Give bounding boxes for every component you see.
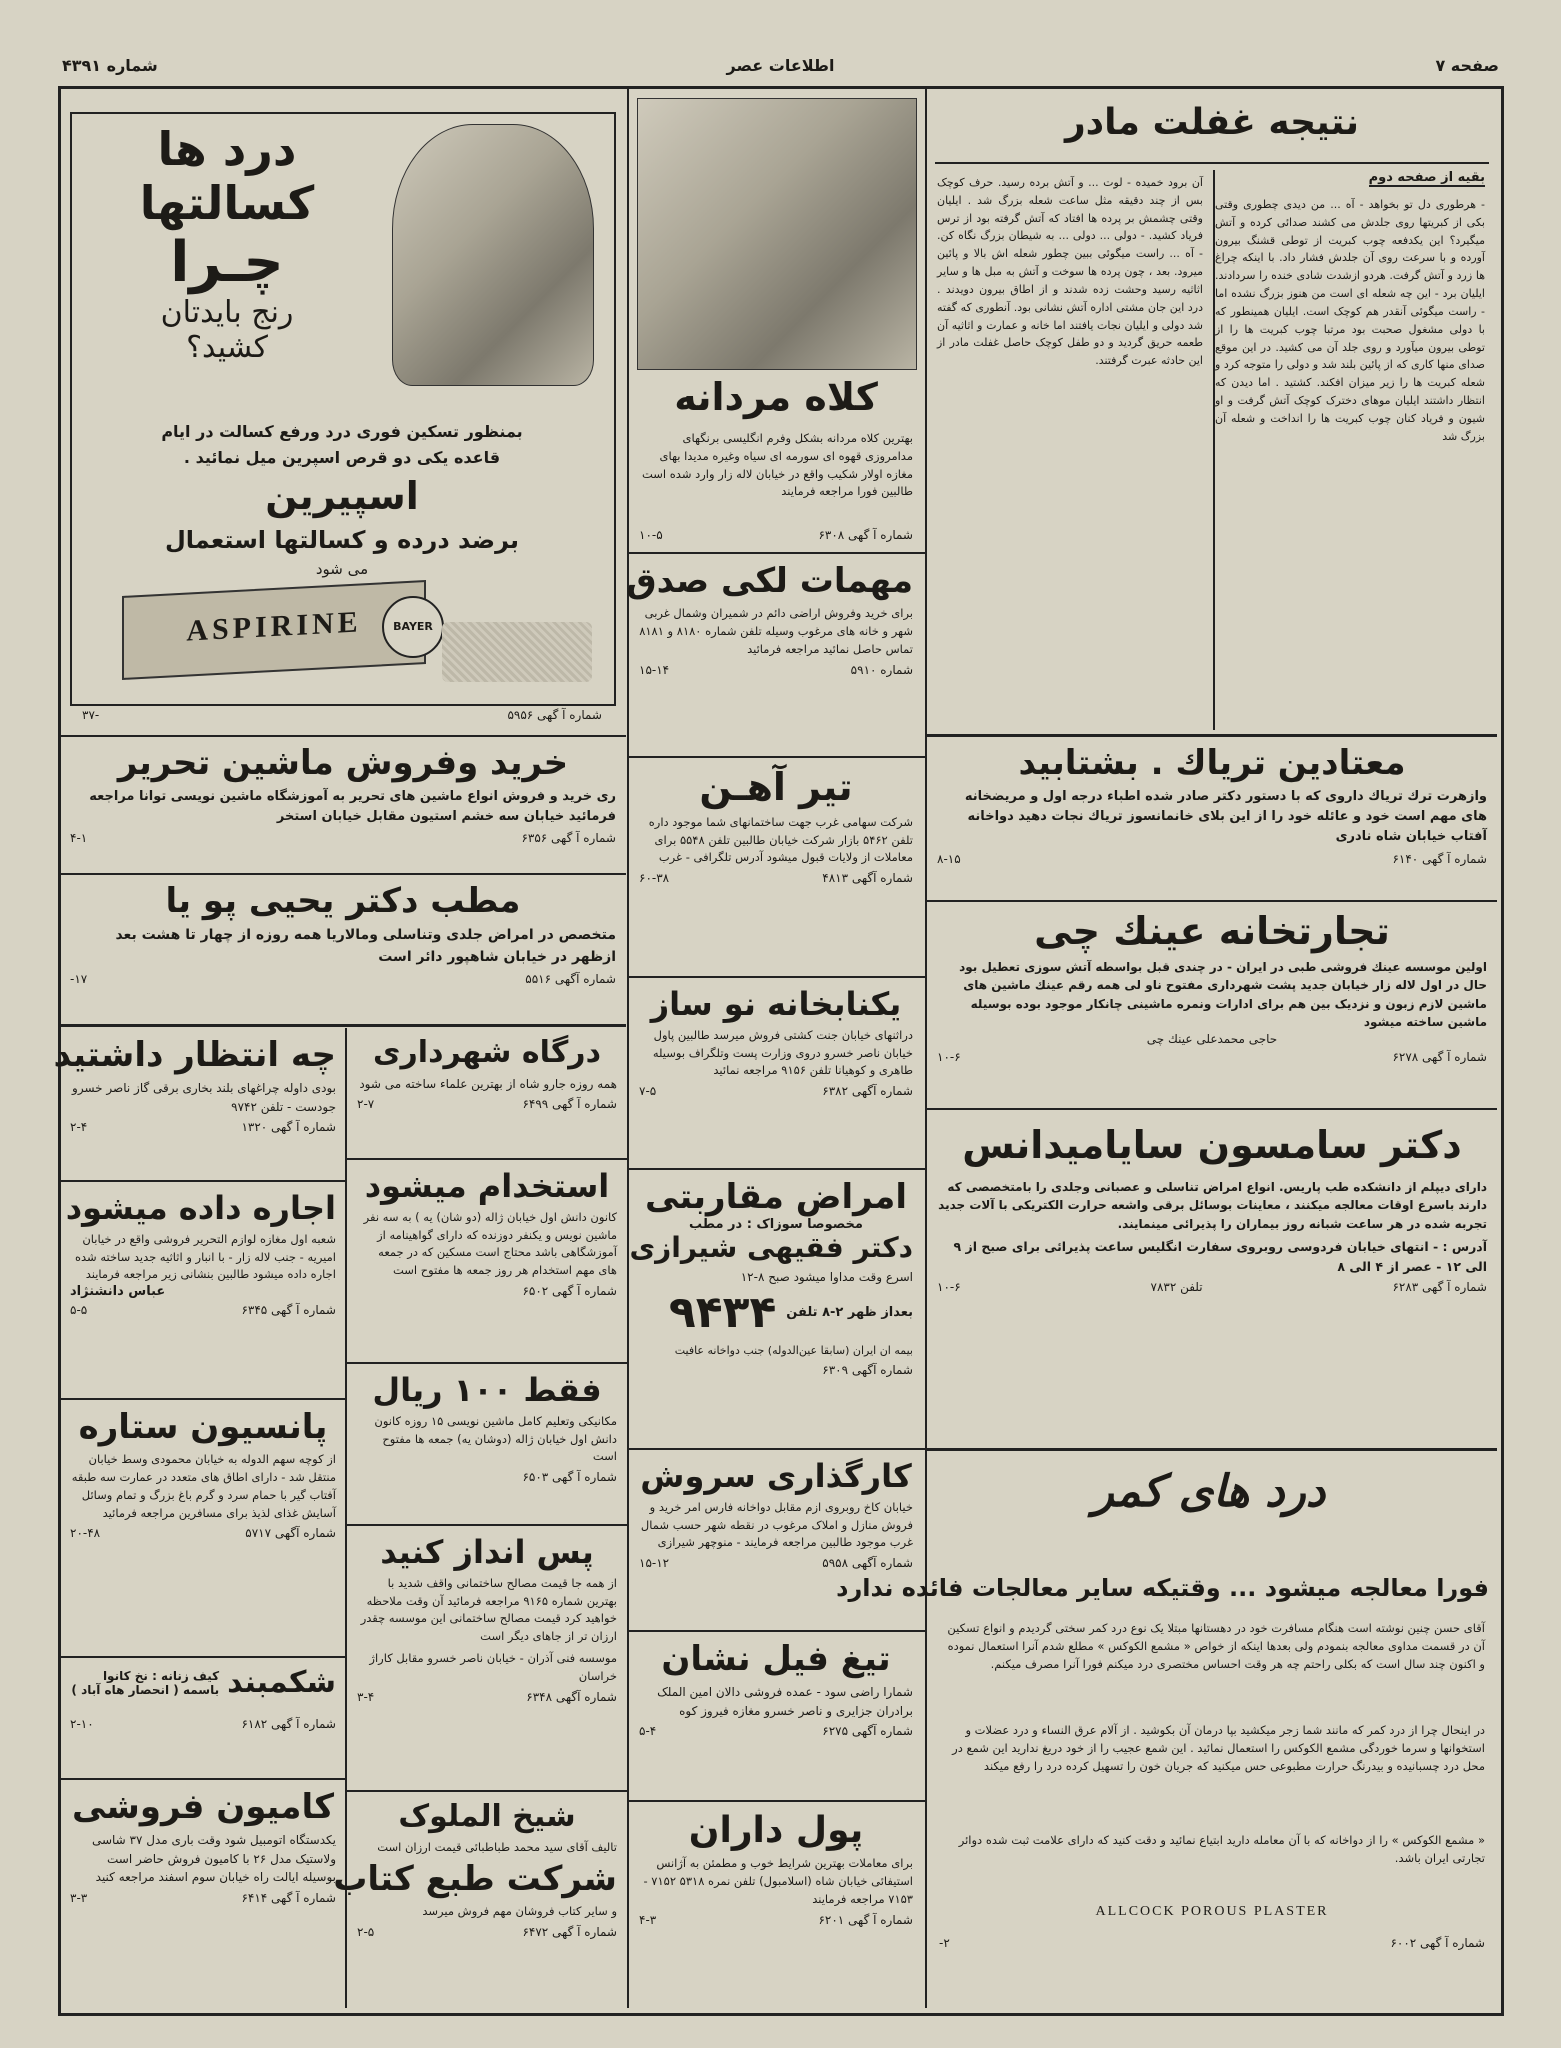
- ad-code: ۱۵-۱۲: [639, 1556, 670, 1571]
- story-article: [929, 92, 1495, 742]
- article-title: نتیجه غفلت مادر: [1064, 102, 1360, 143]
- ad-number-row: [357, 1690, 617, 1704]
- ad-doctor: دکتر فقیهی شیرازی: [629, 1231, 913, 1265]
- ad-title: تجارتخانه عینك چی: [1034, 909, 1390, 953]
- ad-company: شرکت طبع کتاب: [333, 1859, 617, 1900]
- aspirin-line: چـرا: [170, 230, 284, 295]
- dargah-ad: [349, 1032, 625, 1152]
- section-rule: [629, 1168, 925, 1170]
- ad-number-row: [70, 1891, 336, 1905]
- ad-body: متخصص در امراض جلدی وتناسلی ومالاریا همه روزه از چهار تا هشت بعد ازظهر در خیابان شاهپور دائر است: [115, 927, 616, 965]
- ad-number: شماره آ گهی ۶۲۸۳: [1392, 1280, 1487, 1295]
- ad-title: کلاه مردانه: [674, 375, 878, 419]
- section-rule: [927, 1108, 1497, 1110]
- ad-body: آقای حسن چنین نوشته است هنگام مسافرت خود در دهستانها مبتلا یک نوع درد کمر سختی گردیدم و انواع تسکین آن در قسمت مداوی معالجه بنمودم ولی بعدها اینکه از خواص « مشمع الکوکس » مطلع شدم آنرا استعمال نموده و اکنون چند سال است که بکلی راحتم چه هر وقت احساس مختصری درد میکنم فورا آنرا مصرف میکنم.: [947, 1621, 1485, 1671]
- ad-title: کامیون فروشی: [71, 1787, 335, 1827]
- section-rule: [927, 900, 1497, 902]
- ad-title: کارگذاری سروش: [640, 1457, 912, 1495]
- ad-code: ۴-۳: [639, 1912, 657, 1927]
- ad-body: همه روزه جارو شاه از بهترین علماء ساخته می شود: [359, 1076, 617, 1091]
- ad-code: ۲-۴: [70, 1120, 88, 1135]
- ad-number-row: [939, 1936, 1485, 1950]
- ad-address: آدرس : - انتهای خیابان فردوسی روبروی سفارت انگلیس ساعت پذیرائی برای صبح از ۹ الی ۱۲ - عصر از ۴ الی ۸: [953, 1239, 1487, 1274]
- ad-title: چه انتظار داشتید: [53, 1035, 336, 1075]
- ad-title: شکمبند: [227, 1665, 336, 1700]
- bayer-cross-icon: BAYER: [382, 596, 444, 658]
- ad-phone-big: ۹۴۳۴: [668, 1286, 777, 1338]
- ad-number: شماره آگهی ۶۳۴۸: [526, 1689, 617, 1704]
- shekamband-ad: [62, 1662, 344, 1776]
- ad-number-row: [639, 1084, 913, 1098]
- section-rule: [347, 1158, 627, 1160]
- ad-number-row: [639, 1913, 913, 1927]
- ad-number-row: [639, 1363, 913, 1377]
- eynakchi-ad: [929, 906, 1495, 1106]
- ad-number: شماره آ گهی ۶۳۰۸: [818, 528, 913, 542]
- ad-number-row: [70, 972, 616, 986]
- entezar-ad: [53, 1032, 344, 1180]
- ad-title: خرید وفروش ماشین تحریر: [117, 743, 569, 783]
- ad-body-address: موسسه فنی آذران - خیابان ناصر خسرو مقابل کاراژ خراسان: [369, 1651, 617, 1683]
- ad-code: ۱۰-۵: [639, 528, 663, 542]
- ad-number: شماره آگهی ۵۷۱۷: [245, 1526, 336, 1541]
- hat-ad: [631, 92, 921, 552]
- section-rule: [60, 1778, 346, 1780]
- amraz-ad: [631, 1174, 921, 1444]
- ad-title: تیغ فیل نشان: [661, 1639, 891, 1679]
- ad-code: ۳-۳: [70, 1890, 88, 1905]
- ad-code: ۷-۵: [639, 1084, 657, 1099]
- section-rule: [629, 1630, 925, 1632]
- samson-ad: [929, 1114, 1495, 1444]
- ad-body-note: و سایر کتاب فروشان مهم فروش میرسد: [422, 1904, 617, 1919]
- section-rule: [927, 734, 1497, 737]
- ad-body: از کوچه سهم الدوله به خیابان محمودی وسط خیابان منتقل شد - دارای اطاق های متعدد در عمارت سه طبقه آفتاب گیر با حمام سرد و گرم باغ بزرگ و تمام وسائل آسایش غذای لذیذ برای مسافرین مراجعه فرمائید: [71, 1452, 336, 1520]
- ad-number: شماره آ گهی ۶۵۰۲: [522, 1284, 617, 1299]
- ad-number: شماره آ گهی ۶۴۹۹: [522, 1097, 617, 1112]
- ad-title: استخدام میشود: [364, 1167, 610, 1205]
- ad-number-row: [357, 1925, 617, 1939]
- ad-title: شیخ الملوک: [398, 1799, 576, 1834]
- ad-title: اجاره داده میشود: [65, 1189, 336, 1227]
- ad-subtitle: مخصوصا سوزاک : در مطب: [689, 1217, 863, 1233]
- section-rule: [629, 1800, 925, 1802]
- hat-man-photo: [637, 98, 917, 370]
- ad-number: شماره آگهی ۶۳۸۲: [822, 1084, 913, 1099]
- aspirin-line: درد ها: [157, 122, 297, 176]
- aspirin-line: رنج بایدتان: [160, 295, 294, 330]
- ad-code: ۴-۱: [70, 831, 88, 846]
- aspirin-text4: می شود: [315, 560, 369, 578]
- woman-illustration: [392, 124, 594, 386]
- ejare-ad: [62, 1186, 344, 1392]
- ad-body: « مشمع الکوکس » را از دواخانه که با آن معامله دارید ابتیاع نمائید و دقت کنید که دارای علامت ثبت شده دوائر تجارتی ایران باشد.: [958, 1833, 1485, 1865]
- sedgh-ad: [626, 558, 921, 754]
- ad-title: مطب دکتر یحیی پو یا: [165, 881, 521, 921]
- section-rule: [629, 976, 925, 978]
- ad-body: شرکت سهامی غرب جهت ساختمانهای شما موجود داره تلفن ۵۴۶۲ بازار شرکت خیابان طالبین تلفن ۵۵۴۸ برای معاملات از ولایات قبول میشود آدرس تلگرافی - غرب: [648, 814, 913, 865]
- ad-body: شعبه اول مغازه لوازم التحریر فروشی واقع در خیابان امیریه - جنب لاله زار - با انبار و اثاثیه جدید ساخته شده اجاره داده میشود طالبین بنشانی زیر مراجعه فرمایند: [75, 1231, 336, 1282]
- ad-code: -۲: [939, 1936, 950, 1950]
- estekhdam-ad: [349, 1164, 625, 1358]
- column-rule: [925, 88, 927, 2008]
- ad-number: شماره آ گهی ۶۰۰۲: [1390, 1936, 1485, 1950]
- ad-number-row: [70, 1526, 336, 1540]
- ad-number-row: [357, 1284, 617, 1298]
- ad-title: پانسیون ستاره: [78, 1407, 328, 1447]
- teryak-ad: [929, 740, 1495, 890]
- rial-ad: [349, 1368, 625, 1518]
- ad-title: پول داران: [688, 1810, 864, 1851]
- ad-body: یکدستگاه اتومبیل شود وقت باری مدل ۳۷ شاسی ولاستیک مدل ۲۶ با کامیون فروش حاضر است بوسیله ایالت راه خیابان سوم اسفند مراجعه کنید: [91, 1833, 336, 1885]
- aspirin-text2: قاعده یکی دو قرص اسپرین میل نمائید .: [183, 448, 501, 467]
- page-number: صفحه ۷: [1435, 56, 1499, 75]
- typewriter-ad: [62, 740, 624, 870]
- ad-number-row: [357, 1470, 617, 1484]
- ad-title: فقط ۱۰۰ ریال: [372, 1371, 602, 1409]
- ad-number-row: [937, 1050, 1487, 1064]
- aspirin-ad: [62, 92, 622, 732]
- ad-number: شماره آ گهی ۶۵۰۳: [522, 1470, 617, 1485]
- aspirin-headline: [82, 122, 372, 365]
- ad-body: بهترین کلاه مردانه بشکل وفرم انگلیسی برنگهای مدامروزی قهوه ای سورمه ای سیاه وغیره مدیدا بهای مغازه اولار شکیب واقع در خیابان لاله زار وارد شده است طالبین فورا مراجعه فرمایند: [641, 431, 913, 499]
- ad-title: دکتر سامسون سایامیدانس: [962, 1123, 1462, 1167]
- ad-number: شماره آ گهی ۱۳۲۰: [241, 1120, 336, 1135]
- ad-title: امراض مقاربتی: [645, 1177, 907, 1217]
- section-rule: [935, 162, 1489, 164]
- ad-brand-footer: ALLCOCK POROUS PLASTER: [1095, 1904, 1329, 1919]
- aspirin-text3: برضد درده و کسالتها استعمال: [164, 526, 520, 554]
- article-column: آن برود خمیده - لوت ... و آتش برده رسید. حرف کوچک بس از چند دقیقه مثل ساعت شعله بزرگ شد . ایلیان وقتی چشمش بر پرده ها افتاد که آتش گرفته بود از ترس فریاد کشید. - دولی ... دولی ... به شیطان بزرگ نگاه کن. - آه ... راست میگوئی ببین چطور شعله اش بالا و پائین میرود. بعد ، چون پرده ها سوخت و آتش به مبل ها و سایر اثاثیه رسید وحشت زده شدند و از اطاق بیرون دویدند . درد این جان مشتی اداره آتش نشانی بود. آنطوری که گفته شد دولی و ایلیان نجات یافتند اما خانه و عمارت و اثاثیه آن طعمه حریق گردید و دو طفل کوچک حاصل غفلت مادر از این حادثه عبرت گرفتند.: [937, 176, 1203, 368]
- ad-body: تالیف آقای سید محمد طباطبائی قیمت ارزان است: [377, 1839, 617, 1854]
- ad-title: معتادین تریاك . بشتابید: [1018, 743, 1406, 783]
- ad-number-row: [357, 1097, 617, 1111]
- ad-number-row: [639, 1724, 913, 1738]
- ad-body: اسرع وقت مداوا میشود صبح ۸-۱۲: [740, 1270, 913, 1285]
- ad-number: شماره آ گهی ۶۱۴۰: [1392, 851, 1487, 866]
- ad-code: ۲-۵: [357, 1925, 375, 1940]
- ad-number: شماره آ گهی ۶۲۰۱: [818, 1912, 913, 1927]
- ad-phone: تلفن ۷۸۳۲: [1150, 1280, 1203, 1295]
- shekamband-head: [70, 1666, 336, 1701]
- yakna-ad: [631, 982, 921, 1162]
- aspirin-box: [122, 580, 426, 680]
- ad-title: تیر آهـن: [699, 765, 853, 809]
- section-rule: [60, 1180, 346, 1182]
- aspirin-line: کشید؟: [186, 330, 268, 365]
- aspirin-box-label: ASPIRINE: [186, 605, 362, 648]
- ad-number: شماره آ گهی ۶۱۸۲: [241, 1716, 336, 1731]
- pouya-ad: [62, 878, 624, 1008]
- ad-code: ۸-۱۵: [937, 851, 961, 866]
- ad-number-row: [937, 1280, 1487, 1294]
- ad-number: شماره آ گهی ۶۳۴۵: [241, 1303, 336, 1318]
- ad-signature: عباس دانشنژاد: [70, 1284, 166, 1300]
- pouldaran-ad: [631, 1806, 921, 2006]
- ad-number: شماره آگهی ۵۹۵۸: [822, 1556, 913, 1571]
- ad-signature: حاجی محمدعلی عینك چی: [1146, 1032, 1278, 1047]
- ad-subtitle: فورا معالجه میشود ... وقتیکه سایر معالجات فائده ندارد: [836, 1574, 1489, 1602]
- aspirin-number-row: [82, 708, 602, 722]
- ad-code: ۱۵-۱۴: [639, 662, 670, 677]
- pansion-ad: [62, 1404, 344, 1654]
- ad-code: ۲۰-۴۸: [70, 1526, 101, 1541]
- ad-code: ۵-۵: [70, 1303, 88, 1318]
- ad-code: ۱۰-۶: [937, 1280, 961, 1295]
- ad-code: -۱۷: [70, 972, 88, 987]
- ad-body: دارای دیپلم از دانشکده طب پاریس. انواع امراض تناسلی و عصبانی وجلدی را بامتخصصی که دارند باسرع اوقات معالجه میکنند ، معاینات بوسائل برقی واشعه حرارت الکتریکی با آلات جدید تجربه شده در هر ساعت شبانه روز بیماران را پذیرائی مینمایند.: [938, 1179, 1487, 1231]
- tigh-ad: [631, 1636, 921, 1796]
- ad-number-row: [639, 528, 913, 542]
- pasandaz-ad: [349, 1530, 625, 1784]
- ad-body: برای خرید وفروش اراضی دائم در شمیران وشمال غربی شهر و خانه های مرغوب وسیله تلفن شماره ۸۱۸۰ و ۸۱۸۱ تماس حاصل نمائید مراجعه فرمائید: [639, 606, 913, 656]
- aspirin-line: کسالتها: [139, 176, 315, 230]
- ad-body: وازهرت ترك تریاك داروی که با دستور دکتر صادر شده اطباء درجه اول و مریضخانه های مهم است خود و عائله خود را از این بلای خانمانسوز تریاك نجات دهید دواخانه آفتاب خیابان شاه نادری: [964, 789, 1487, 845]
- ad-title: مهمات لکی صدق: [626, 561, 913, 601]
- ad-code: ۳-۴: [357, 1689, 375, 1704]
- paper-name: اطلاعات عصر: [726, 56, 835, 75]
- ad-number-row: [70, 1717, 336, 1731]
- section-rule: [629, 756, 925, 758]
- ad-number-row: [639, 663, 913, 677]
- section-rule: [60, 873, 626, 875]
- section-rule: [60, 1024, 626, 1027]
- ad-code: ۲-۱۰: [70, 1716, 94, 1731]
- ad-number: شماره آگهی ۶۳۰۹: [822, 1362, 913, 1377]
- section-rule: [629, 552, 925, 554]
- tablets-illustration: [442, 622, 592, 682]
- ad-body: اولین موسسه عینك فروشی طبی در ایران - در چندی قبل بواسطه آتش سوزی تعطیل بود حال در اول لاله زار خیابان جدید پشت شهرداری مفتوح ناو لی همه رقم عینك ماشین های ماشین لازم زبون و نزدیک بین هم برای ادارات ونمره ماشینی چانکار موجود بوده بوسیله ماشین ساخته میشود: [959, 959, 1487, 1030]
- ad-body-address: بیمه ان ایران (سابقا عین‌الدوله) جنب دواخانه عافیت: [674, 1343, 913, 1357]
- ad-number: شماره آ گهی ۶۴۱۴: [241, 1890, 336, 1905]
- section-rule: [629, 1448, 925, 1450]
- ad-title: پس انداز کنید: [380, 1533, 594, 1571]
- ad-number-row: [937, 852, 1487, 866]
- ad-number: شماره آگهی ۶۲۷۵: [822, 1724, 913, 1739]
- ad-body: ری خرید و فروش انواع ماشین های تحریر به آموزشگاه ماشین نویسی توانا مراجعه فرمائید خیابان سه خشم استیون مقابل خیابان استخر: [89, 789, 616, 825]
- column-rule: [1213, 170, 1215, 730]
- issue-number: شماره ۴۳۹۱: [62, 56, 158, 75]
- aspirin-brand: اسپیرین: [265, 474, 419, 518]
- ad-number: شماره آ گهی ۵۹۵۶: [507, 708, 602, 722]
- ad-number: شماره آ گهی ۶۴۷۲: [522, 1925, 617, 1940]
- sheikh-ad: [333, 1796, 625, 2006]
- ad-number: شماره آگهی ۵۵۱۶: [525, 972, 616, 987]
- continued-label: بقیه از صفحه دوم: [1368, 170, 1485, 185]
- aspirin-text1: بمنظور تسکین فوری درد ورفع کسالت در ایام: [161, 422, 523, 441]
- ad-code: ۶۰-۳۸: [639, 871, 670, 886]
- ad-code: ۱۰-۶: [937, 1050, 961, 1065]
- article-column: - هرطوری دل تو بخواهد - آه ... من دیدی چطوری وقتی بکی از کبریتها روی جلدش می کشند صدائی کرده و آتش میگیرد؟ این یکدفعه چوب کبریت از توطی قشنگ بیرون آورده و با سرعت روی آن جلدش فشار داد. با اینکه چراغ ها زرد و آتش گرفت. هردو ازشدت شادی خنده را سردادند. ایلیان برد - این چه شعله ای است من هنوز بزرگ نشده اما - راست میگوئی آنقدر هم کوچک است. ایلیان همینطور که با دولی مشغول صحبت بود مرتبا چوب کبریت ها را از توطی بیرون میآورد و روی جلد آن می کشید. در این موقع صدای منها کاری که از پائین بلند شد و دولی را متوجه کرد و شعله کبریت ها را زیر میزان افکند. کشتید . اما دیدن که انتظار داشتند ایلیان موهای دخترک کوچک آتش گرفت و او شیون و فریاد کنان چوب کبریت ها را انداخت و شعله آن بزرگ شد: [1215, 198, 1485, 443]
- ad-body: خیابان کاخ روبروی ازم مقابل دواخانه فارس امر خرید و فروش منازل و املاک مرغوب در نقطه شهر حسب شمال غرب موجود طالبین مراجعه فرمایند - منوچهر شیرازی: [640, 1499, 913, 1550]
- ad-number-row: [639, 871, 913, 885]
- ad-code: -۳۷: [82, 708, 100, 722]
- ad-body: بودی داوله چراغهای بلند بخاری برقی گاز ناصر خسرو جودست - تلفن ۹۷۴۲: [72, 1081, 336, 1114]
- section-rule: [927, 1448, 1497, 1451]
- ad-body: از همه جا قیمت مصالح ساختمانی واقف شدید با بهترین شماره ۹۱۶۵ مراجعه فرمائید آن وقت ملاحظه خواهید کرد قیمت مصالح ساختمانی این موسسه چقدر ارزان تر از جاهای دیگر است: [360, 1575, 617, 1644]
- page-header: [62, 56, 1499, 80]
- ad-body: کیف زنانه : نخ کانوا باسمه ( انحصار هاه آباد ): [71, 1669, 220, 1698]
- ad-number: شماره آگهی ۴۸۱۳: [822, 871, 913, 886]
- ad-code: ۵-۴: [639, 1724, 657, 1739]
- section-rule: [347, 1524, 627, 1526]
- kamion-ad: [62, 1784, 344, 2006]
- ad-body: شمارا راضی سود - عمده فروشی دالان امین الملک برادران جزایری و ناصر خسرو مغازه فیروز کوه: [657, 1685, 913, 1718]
- ad-code: ۲-۷: [357, 1097, 375, 1112]
- ad-number-row: [70, 1303, 336, 1317]
- section-rule: [347, 1362, 627, 1364]
- ad-number: شماره آ گهی ۶۳۵۶: [521, 831, 616, 846]
- section-rule: [60, 1398, 346, 1400]
- column-rule: [627, 88, 629, 2008]
- ahan-ad: [631, 762, 921, 972]
- ad-title: درد های کمر: [1092, 1466, 1326, 1517]
- ad-body: مکانیکی وتعلیم کامل ماشین نویسی ۱۵ روزه کانون دانش اول خیابان ژاله (دوشان یه) جمعه ها مفتوح است: [374, 1413, 617, 1464]
- section-rule: [60, 735, 626, 737]
- ad-body: در اینحال چرا از درد کمر که مانند شما زجر میکشید بپا درمان آن بکوشید . از آلام عرق النساء و درد عضلات و استخوانها و سرما خوردگی مشمع الکوکس را استعمال نمائید . این شمع عجیب را از خود دریغ ندارید این شمع در محل درد چسبانیده و بیدرنگ حرارت مطبوعی حس میکنید که جریان خون را تسهیل کرده درد را رفع میکند: [952, 1723, 1485, 1773]
- ad-number-row: [70, 1120, 336, 1134]
- section-rule: [347, 1790, 627, 1792]
- ad-body: کانون دانش اول خیابان ژاله (دو شان) یه ) به سه نفر ماشین نویس و یکنفر دوزنده که دارای گواهینامه از آموزشگاهی باشد محتاج است مسکین که در جمعه های مهم استخدام هر روز جمعه ها مفتوح است: [363, 1209, 617, 1278]
- ad-title: یکنابخانه نو ساز: [650, 985, 902, 1023]
- ad-number: شماره آ گهی ۶۲۷۸: [1392, 1050, 1487, 1065]
- ad-title: درگاه شهرداری: [373, 1035, 601, 1070]
- ad-number-row: [70, 831, 616, 845]
- ad-body: برای معاملات بهترین شرایط خوب و مطمئن به آژانس استیفائی خیابان شاه (اسلامبول) تلفن نمره ۵۳۱۸ ۷۱۵۲ - ۷۱۵۳ مراجعه فرمایند: [643, 1856, 913, 1907]
- ad-number: شماره ۵۹۱۰: [850, 662, 913, 677]
- ad-number-row: [639, 1556, 913, 1570]
- amraz-phone-row: [639, 1287, 913, 1338]
- ad-hours: بعداز ظهر ۲-۸ تلفن: [786, 1304, 913, 1320]
- section-rule: [60, 1656, 346, 1658]
- ad-body: دراثنهای خیابان جنت کشتی فروش میرسد طالبین پاول خیابان ناصر خسرو دروی وزارت پست وتلگراف بوسیله طاهری و کوهیانا تلفن ۹۱۵۶ مراجعه نمائید: [652, 1027, 913, 1078]
